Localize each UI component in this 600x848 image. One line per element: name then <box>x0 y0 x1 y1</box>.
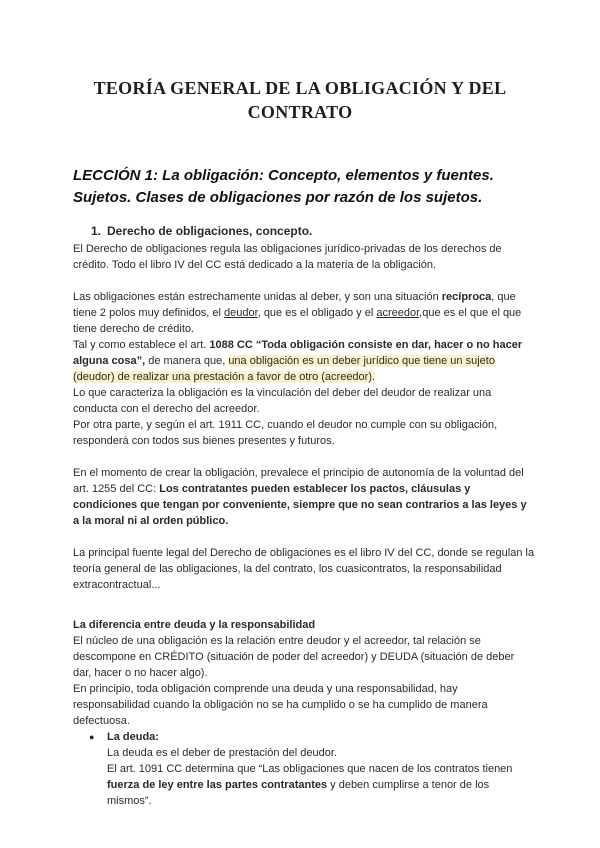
deudor-term: deudor <box>224 307 258 319</box>
section-2-heading: La diferencia entre deuda y la responsabilidad <box>73 619 316 631</box>
s2-paragraph-1: El núcleo de una obligación es la relación entre deudor y el acreedor, tal relación se descompone en CRÉDITO (situación de poder del acreedor) y DEUDA (situación de deber dar, hacer o no hacer algo). <box>73 635 515 679</box>
s1-paragraph-3: Tal y como establece el art. 1088 CC “Toda obligación consiste en dar, hacer o no hacer alguna cosa”, de manera que, una obligación es un deber jurídico que tiene un sujeto (deudor) de realizar una prestación a favor de otro (acreedor). <box>73 339 523 383</box>
bullet-list <box>73 729 535 745</box>
document-body <box>73 223 535 809</box>
s1-paragraph-2: Las obligaciones están estrechamente unidas al deber, y son una situación recíproca, que tiene 2 polos muy definidos, el deudor, que es el obligado y el acreedor,que es el que el que tiene derecho de crédito. <box>73 291 522 335</box>
s1-paragraph-5: Por otra parte, y según el art. 1911 CC, cuando el deudor no cumple con su obligación, responderá con todos sus bienes presentes y futuros. <box>73 419 498 447</box>
bullet-deuda-text-2: El art. 1091 CC determina que “Las obligaciones que nacen de los contratos tienen fuerza de ley entre las partes contratantes y deben cumplirse a tenor de los mismos”. <box>107 763 513 807</box>
s1-paragraph-6: En el momento de crear la obligación, prevalece el principio de autonomía de la voluntad del art. 1255 del CC: Los contratantes pueden establecer los pactos, cláusulas y condiciones que tengan por conveniente, siempre que no sean contrarios a las leyes y a la moral ni al orden público. <box>73 467 527 527</box>
acreedor-term: acreedor <box>376 307 420 319</box>
s1-paragraph-1: El Derecho de obligaciones regula las obligaciones jurídico-privadas de los derechos de crédito. Todo el libro IV del CC está dedicado a la materia de la obligación. <box>73 243 502 271</box>
document-title <box>60 76 540 124</box>
s1-paragraph-4: Lo que caracteriza la obligación es la vinculación del deber del deudor de realizar una conducta con el derecho del acreedor. <box>73 387 492 415</box>
section-1-heading <box>91 223 535 239</box>
lesson-title: LECCIÓN 1: La obligación: Concepto, elementos y fuentes. Sujetos. Clases de obligaciones por razón de los sujetos. <box>73 167 494 206</box>
section-1-number: 1. <box>91 224 102 238</box>
title-line-2: CONTRATO <box>247 102 353 122</box>
bullet-deuda: ● La deuda: <box>73 729 535 745</box>
bullet-deuda-text-1: La deuda es el deber de prestación del deudor. <box>107 747 337 759</box>
s2-paragraph-2: En principio, toda obligación comprende una deuda y una responsabilidad, hay responsabilidad cuando la obligación no se ha cumplido o se ha cumplido de manera defectuosa. <box>73 683 488 727</box>
highlighted-definition: una obligación es un deber jurídico que tiene un sujeto (deudor) de realizar una prestación a favor de otro (acreedor). <box>73 355 495 383</box>
s1-paragraph-7: La principal fuente legal del Derecho de obligaciones es el libro IV del CC, donde se regulan la teoría general de las obligaciones, la del contrato, los cuasicontratos, la responsabilidad extracontractual... <box>73 547 535 591</box>
title-line-1: TEORÍA GENERAL DE LA OBLIGACIÓN Y DEL <box>93 78 507 98</box>
section-1-heading-text: Derecho de obligaciones, concepto. <box>107 224 313 238</box>
